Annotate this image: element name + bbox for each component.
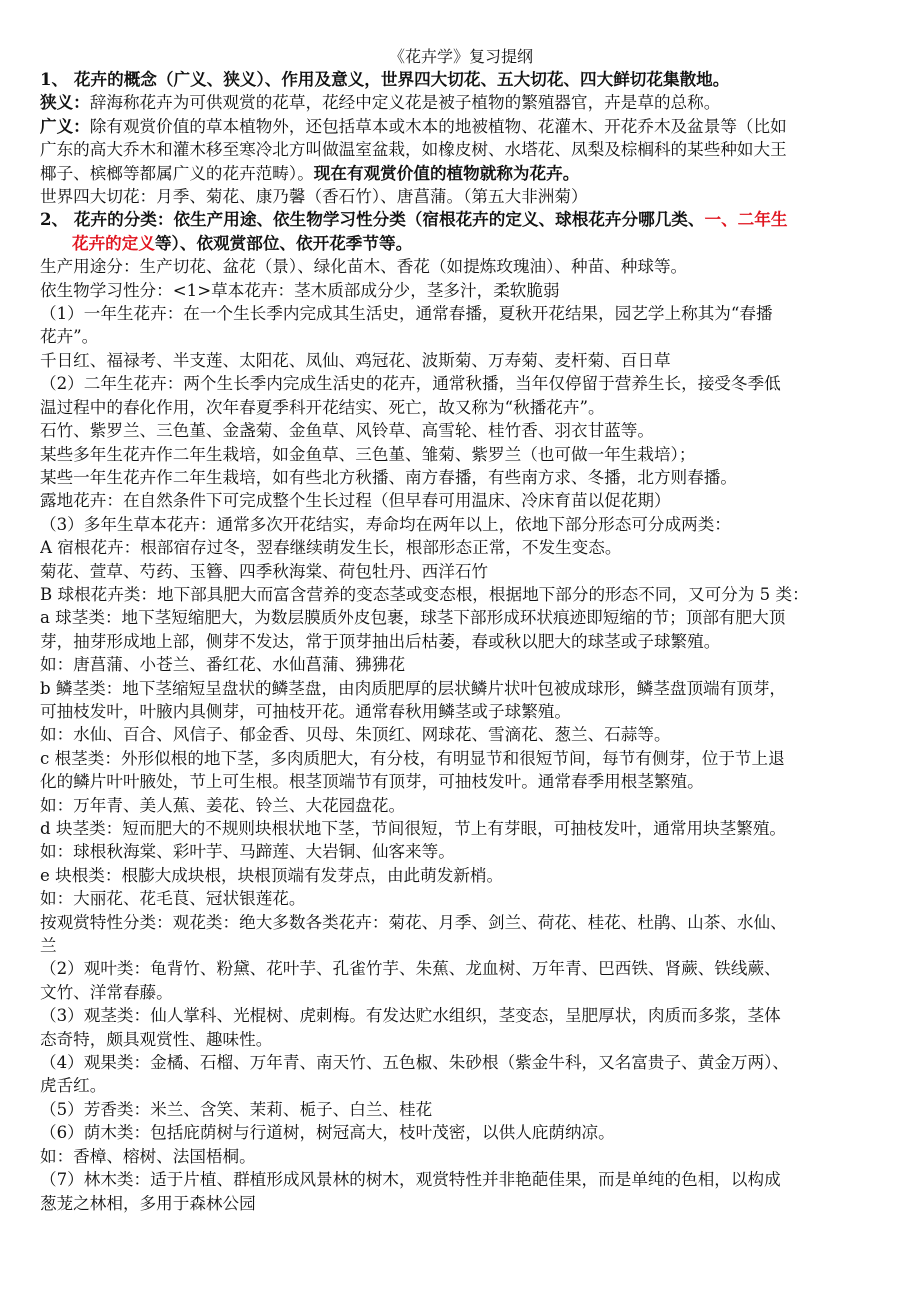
bold-text: 等）、依观赏部位、依开花季节等。 bbox=[154, 232, 413, 253]
document-body bbox=[40, 68, 882, 1215]
bold-text: 现在有观赏价值的植物就称为花卉。 bbox=[313, 162, 580, 183]
text-line bbox=[40, 302, 882, 325]
text-line bbox=[40, 1121, 882, 1144]
body-text: 依生物学习性分：<1>草本花卉：茎木质部成分少，茎多汁，柔软脆弱 bbox=[40, 280, 560, 300]
body-text: 除有观赏价值的草本植物外，还包括草本或木本的地被植物、花灌木、开花乔木及盆景等（比如 bbox=[89, 116, 787, 136]
text-line bbox=[40, 770, 882, 793]
text-line bbox=[40, 419, 882, 442]
body-text: （2）二年生花卉：两个生长季内完成生活史的花卉，通常秋播，当年仅停留于营养生长，接受冬季低 bbox=[40, 374, 781, 394]
bold-text: 狭义： bbox=[40, 92, 90, 113]
text-line bbox=[40, 653, 882, 676]
body-text: 石竹、紫罗兰、三色堇、金盏菊、金鱼草、风铃草、高雪轮、桂竹香、羽衣甘蓝等。 bbox=[40, 421, 654, 441]
text-line bbox=[40, 630, 882, 653]
text-line bbox=[40, 1098, 882, 1121]
text-line bbox=[40, 700, 882, 723]
body-text: 温过程中的春化作用，次年春夏季科开花结实、死亡，故又称为“秋播花卉”。 bbox=[40, 397, 605, 417]
body-text: （3）多年生草本花卉：通常多次开花结实，寿命均在两年以上，依地下部分形态可分成两类： bbox=[40, 514, 731, 534]
text-line bbox=[40, 794, 882, 817]
body-text: 生产用途分：生产切花、盆花（景）、绿化苗木、香花（如提炼玫瑰油）、种苗、种球等。 bbox=[40, 257, 688, 277]
text-line bbox=[40, 68, 882, 91]
text-line bbox=[40, 396, 882, 419]
text-line bbox=[40, 279, 882, 302]
body-text: （3）观茎类：仙人掌科、光棍树、虎刺梅。有发达贮水组织，茎变态，呈肥厚状，肉质而多浆，茎体 bbox=[40, 1006, 781, 1026]
body-text: 兰 bbox=[40, 936, 57, 956]
text-line bbox=[40, 677, 882, 700]
text-line bbox=[40, 934, 882, 957]
bold-text: 广义： bbox=[40, 115, 90, 136]
text-line bbox=[40, 536, 882, 559]
text-line bbox=[40, 325, 882, 348]
body-text: 某些多年生花卉作二年生栽培，如金鱼草、三色堇、雏菊、紫罗兰（也可做一年生栽培）； bbox=[40, 444, 696, 464]
body-text: b 鳞茎类：地下茎缩短呈盘状的鳞茎盘，由肉质肥厚的层状鳞片状叶包被成球形，鳞茎盘顶端有顶芽， bbox=[40, 678, 787, 698]
body-text: 辞海称花卉为可供观赏的花草，花经中定义花是被子植物的繁殖器官，卉是草的总称。 bbox=[89, 93, 721, 113]
body-text: A 宿根花卉：根部宿存过冬，翌春继续萌发生长，根部形态正常，不发生变态。 bbox=[40, 538, 622, 558]
text-line bbox=[40, 162, 882, 185]
highlight-text: 一、二年生 bbox=[704, 209, 788, 230]
text-line bbox=[40, 255, 882, 278]
body-text: 某些一年生花卉作二年生栽培，如有些北方秋播、南方春播，有些南方求、冬播，北方则春播。 bbox=[40, 467, 737, 487]
body-text: 态奇特，颇具观赏性、趣味性。 bbox=[40, 1029, 273, 1049]
body-text: 如：球根秋海棠、彩叶芋、马蹄莲、大岩铜、仙客来等。 bbox=[40, 842, 455, 862]
body-text: （2）观叶类：龟背竹、粉黛、花叶芋、孔雀竹芋、朱蕉、龙血树、万年青、巴西铁、肾蕨、铁线蕨、 bbox=[40, 959, 781, 979]
body-text: 如：万年青、美人蕉、姜花、铃兰、大花园盘花。 bbox=[40, 795, 406, 815]
text-line bbox=[40, 887, 882, 910]
text-line bbox=[40, 91, 882, 114]
body-text: 如：唐菖蒲、小苍兰、番红花、水仙菖蒲、狒狒花 bbox=[40, 655, 406, 675]
text-line bbox=[40, 115, 882, 138]
body-text: 可抽枝发叶，叶腋内具侧芽，可抽枝开花。通常春秋用鳞茎或子球繁殖。 bbox=[40, 701, 571, 721]
text-line bbox=[40, 1074, 882, 1097]
text-line bbox=[40, 817, 882, 840]
text-line bbox=[40, 911, 882, 934]
document-page bbox=[40, 46, 882, 1215]
body-text: 如：香樟、榕树、法国梧桐。 bbox=[40, 1146, 256, 1166]
body-text: （1）一年生花卉：在一个生长季内完成其生活史，通常春播，夏秋开花结果，园艺学上称其为“春播 bbox=[40, 304, 773, 324]
body-text: 按观赏特性分类：观花类：绝大多数各类花卉：菊花、月季、剑兰、荷花、桂花、杜鹃、山茶、水仙、 bbox=[40, 912, 787, 932]
document-title: 《花卉学》复习提纲 bbox=[388, 47, 533, 66]
body-text: 芽，抽芽形成地上部，侧芽不发达，常于顶芽抽出后枯萎，春或秋以肥大的球茎或子球繁殖。 bbox=[40, 631, 721, 651]
text-line bbox=[40, 466, 882, 489]
body-text: c 根茎类：外形似根的地下茎，多肉质肥大，有分枝，有明显节和很短节间，每节有侧芽，位于节上退 bbox=[40, 748, 785, 768]
bold-text: 2、 花卉的分类：依生产用途、依生物学习性分类（宿根花卉的定义、球根花卉分哪几类、 bbox=[40, 209, 705, 230]
body-text: （4）观果类：金橘、石榴、万年青、南天竹、五色椒、朱砂根（紫金牛科，又名富贵子、黄金万两）、 bbox=[40, 1053, 789, 1073]
body-text: 如：大丽花、花毛茛、冠状银莲花。 bbox=[40, 889, 306, 909]
text-line bbox=[40, 1028, 882, 1051]
body-text: 千日红、福禄考、半支莲、太阳花、凤仙、鸡冠花、波斯菊、万寿菊、麦杆菊、百日草 bbox=[40, 350, 671, 370]
body-text: 如：水仙、百合、风信子、郁金香、贝母、朱顶红、网球花、雪滴花、葱兰、石蒜等。 bbox=[40, 725, 671, 745]
text-line bbox=[40, 981, 882, 1004]
text-line bbox=[40, 232, 882, 255]
text-line bbox=[40, 443, 882, 466]
text-line bbox=[40, 583, 882, 606]
body-text: （6）荫木类：包括庇荫树与行道树，树冠高大，枝叶茂密，以供人庇荫纳凉。 bbox=[40, 1123, 615, 1143]
text-line bbox=[40, 372, 882, 395]
body-text: 椰子、槟榔等都属广义的花卉范畴）。 bbox=[40, 163, 314, 183]
body-text: 花卉”。 bbox=[40, 327, 99, 347]
text-line bbox=[40, 957, 882, 980]
text-line bbox=[40, 864, 882, 887]
body-text: 露地花卉：在自然条件下可完成整个生长过程（但早春可用温床、冷床育苗以促花期） bbox=[40, 491, 671, 511]
text-line bbox=[40, 513, 882, 536]
body-text: 世界四大切花：月季、菊花、康乃馨（香石竹）、唐菖蒲。（第五大非洲菊） bbox=[40, 187, 588, 207]
body-text: d 块茎类：短而肥大的不规则块根状地下茎，节间很短，节上有芽眼，可抽枝发叶，通常用块茎繁殖。 bbox=[40, 819, 787, 838]
body-text: （7）林木类：适于片植、群植形成风景林的树木，观赏特性并非艳葩佳果，而是单纯的色相，以构成 bbox=[40, 1170, 781, 1190]
text-line bbox=[40, 208, 882, 231]
body-text: 文竹、洋常春藤。 bbox=[40, 982, 173, 1002]
body-text: 广东的高大乔木和灌木移至寒冷北方叫做温室盆栽，如橡皮树、水塔花、凤梨及棕榈科的某些种如大王 bbox=[40, 140, 787, 160]
text-line bbox=[40, 606, 882, 629]
text-line bbox=[40, 1168, 882, 1191]
body-text: 化的鳞片叶叶腋处，节上可生根。根茎顶端节有顶芽，可抽枝发叶。通常春季用根茎繁殖。 bbox=[40, 772, 704, 792]
text-line bbox=[40, 1192, 882, 1215]
body-text: 虎舌红。 bbox=[40, 1076, 107, 1096]
text-line bbox=[40, 747, 882, 770]
body-text: B 球根花卉类：地下部具肥大而富含营养的变态茎或变态根，根据地下部分的形态不同，又可分为 5 类： bbox=[40, 584, 809, 604]
body-text: 葱茏之林相，多用于森林公园 bbox=[40, 1193, 256, 1213]
text-line bbox=[40, 1145, 882, 1168]
body-text: （5）芳香类：米兰、含笑、茉莉、栀子、白兰、桂花 bbox=[40, 1099, 433, 1119]
text-line bbox=[40, 1051, 882, 1074]
text-line bbox=[40, 560, 882, 583]
bold-text: 1、 花卉的概念（广义、狭义）、作用及意义，世界四大切花、五大切花、四大鲜切花集散地。 bbox=[40, 69, 730, 89]
text-line bbox=[40, 138, 882, 161]
text-line bbox=[40, 1004, 882, 1027]
text-line bbox=[40, 723, 882, 746]
body-text: e 块根类：根膨大成块根，块根顶端有发芽点，由此萌发新梢。 bbox=[40, 865, 504, 885]
body-text: 菊花、萱草、芍药、玉簪、四季秋海棠、荷包牡丹、西洋石竹 bbox=[40, 561, 489, 581]
text-line bbox=[40, 185, 882, 208]
text-line bbox=[40, 840, 882, 863]
text-line bbox=[40, 489, 882, 512]
highlight-text: 花卉的定义 bbox=[72, 232, 155, 253]
body-text: a 球茎类：地下茎短缩肥大，为数层膜质外皮包裹，球茎下部形成环状痕迹即短缩的节；顶部有肥大顶 bbox=[40, 608, 786, 628]
text-line bbox=[40, 349, 882, 372]
